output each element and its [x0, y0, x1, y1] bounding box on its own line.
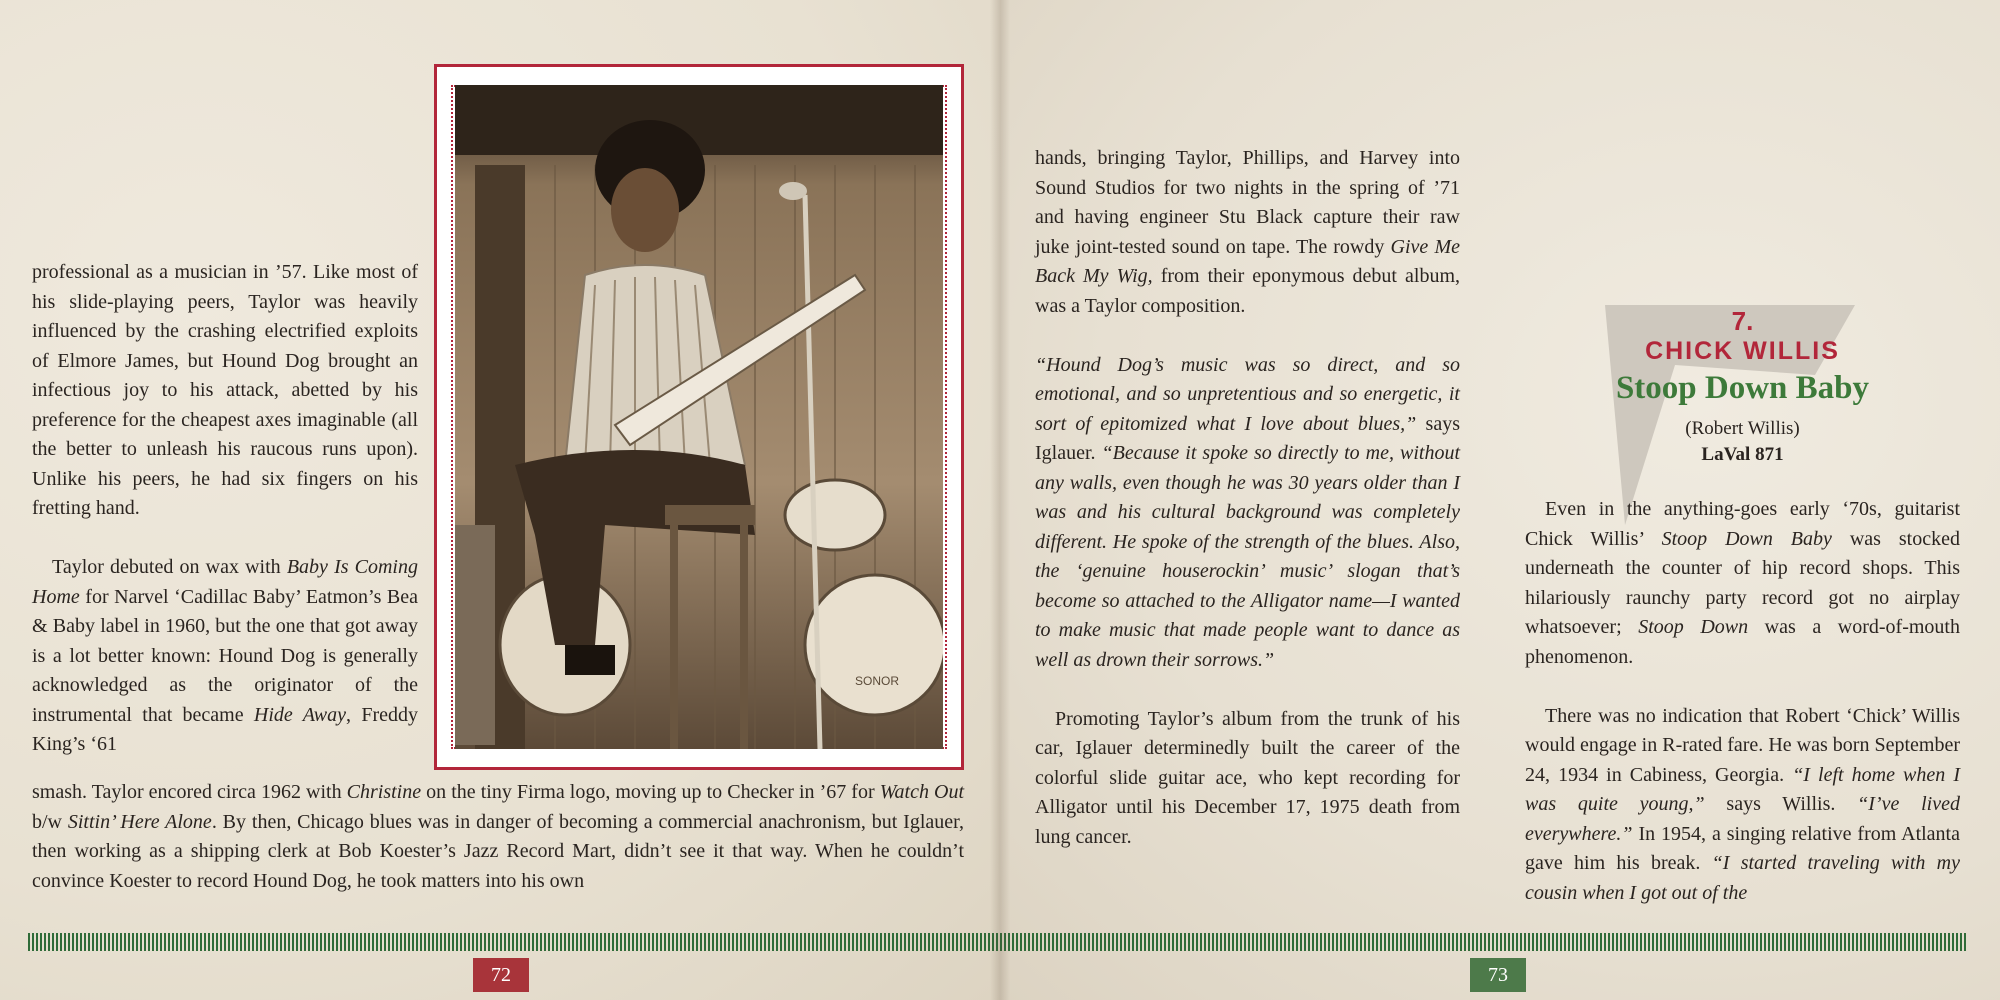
left-column-text — [32, 258, 418, 789]
text-run: Taylor debuted on wax with — [52, 556, 287, 578]
text-run: from their eponymous debut album, was a Taylor composition. — [1035, 265, 1461, 317]
quote-paragraph — [1035, 351, 1460, 676]
song-title: Watch Out — [879, 781, 965, 803]
page-number-right: 73 — [1470, 958, 1526, 992]
text-run: , Freddy King’s ‘61 — [32, 703, 418, 755]
musician-photo — [455, 85, 943, 749]
paragraph — [32, 778, 964, 896]
left-full-width-text — [32, 778, 964, 896]
song-title: Stoop Down Baby — [1661, 527, 1832, 550]
quote-text: “Because it spoke so directly to me, without any walls, even though he was 30 years older than I was and his cultural background was completely different. He spoke of the strength of the blues. Also, the ‘genuine houserockin’ music’ slogan that’s become so attached to the Alligator name—I wanted to make music that made people want to dance as well as drown their sorrows.” — [1035, 442, 1461, 671]
song-title: Stoop Down Baby — [1615, 370, 1870, 406]
paragraph: professional as a musician in ’57. Like most of his slide-playing peers, Taylor was heavily influenced by the crashing electrified exploits of Elmore James, but Hound Dog brought an infectious joy to his attack, abetted by his preference for the cheapest axes imaginable (all the better to unleash his raucous runs upon). Unlike his peers, he had six fingers on his fretting hand. — [32, 261, 418, 519]
text-run: was a word-of-mouth phenomenon. — [1525, 616, 1960, 668]
text-run: says Iglauer. — [1035, 412, 1460, 464]
text-run: was stocked underneath the counter of hip record shops. This hilariously raunchy party record got no airplay whatsoever; — [1525, 527, 1960, 638]
page-number-left: 72 — [473, 958, 529, 992]
song-title: Give Me Back My Wig, — [1035, 235, 1461, 287]
text-run: Even in the anything-goes early ‘70s, guitarist Chick Willis’ — [1525, 498, 1960, 550]
song-title: Baby Is Coming Home — [32, 556, 418, 608]
song-heading — [1525, 306, 1960, 468]
quote-text: “I left home when I was quite young,” — [1525, 763, 1960, 815]
quote-text: “I started traveling with my cousin when I got out of the — [1525, 852, 1960, 904]
artist-name: CHICK WILLIS — [1645, 337, 1840, 365]
track-number: 7. — [1731, 306, 1754, 336]
record-label: LaVal 871 — [1701, 444, 1784, 465]
text-run: for Narvel ‘Cadillac Baby’ Eatmon’s Bea & Baby label in 1960, but the one that got away is a lot better known: Hound Dog is generally acknowledged as the originator of the instrumental that became — [32, 585, 418, 726]
right-column-2 — [1525, 495, 1960, 938]
right-page — [1000, 0, 2000, 1000]
paragraph — [1035, 144, 1460, 321]
paragraph — [1525, 702, 1960, 909]
paragraph — [1525, 495, 1960, 672]
musician-photo-image — [455, 85, 943, 749]
quote-text: “I’ve lived everywhere.” — [1525, 793, 1960, 845]
drum-logo-text: SONOR — [855, 674, 900, 688]
right-column-1 — [1035, 144, 1460, 882]
paragraph — [32, 553, 418, 760]
song-title: Hide Away — [253, 703, 347, 726]
song-title: Christine — [346, 781, 422, 803]
quote-text: “Hound Dog’s music was so direct, and so emotional, and so unpretentious and so energetic, it sort of epitomized what I love about blues,” — [1035, 353, 1460, 435]
barcode-strip — [28, 933, 1000, 951]
text-run: b/w — [32, 810, 68, 833]
paragraph: Promoting Taylor’s album from the trunk of his car, Iglauer determinedly built the career of the colorful slide guitar ace, who kept recording for Alligator until his December 17, 1975 death from lung cancer. — [1035, 707, 1460, 848]
photo-frame — [434, 64, 964, 770]
song-title: Stoop Down — [1638, 616, 1749, 638]
text-run: In 1954, a singing relative from Atlanta gave him his break. — [1525, 822, 1960, 874]
text-run: . By then, Chicago blues was in danger of becoming a commercial anachronism, but Iglauer, then working as a shipping clerk at Bob Koester’s Jazz Record Mart, didn’t see it that way. When he couldn’t convince Koester to record Hound Dog, he took matters into his own — [32, 810, 965, 892]
songwriter: (Robert Willis) — [1685, 418, 1800, 439]
barcode-strip — [1000, 933, 1968, 951]
text-run: smash. Taylor encored circa 1962 with — [32, 781, 347, 803]
page-gutter — [990, 0, 1010, 1000]
text-run: There was no indication that Robert ‘Chick’ Willis would engage in R-rated fare. He was born September 24, 1934 in Cabiness, Georgia. — [1525, 704, 1960, 786]
song-title: Sittin’ Here Alone — [67, 810, 212, 833]
text-run: on the tiny Firma logo, moving up to Checker in ’67 for — [421, 781, 880, 803]
text-run: hands, bringing Taylor, Phillips, and Harvey into Sound Studios for two nights in the spring of ’71 and having engineer Stu Black capture their raw juke joint-tested sound on tape. The rowdy — [1035, 147, 1460, 258]
text-run: says Willis. — [1704, 793, 1858, 815]
